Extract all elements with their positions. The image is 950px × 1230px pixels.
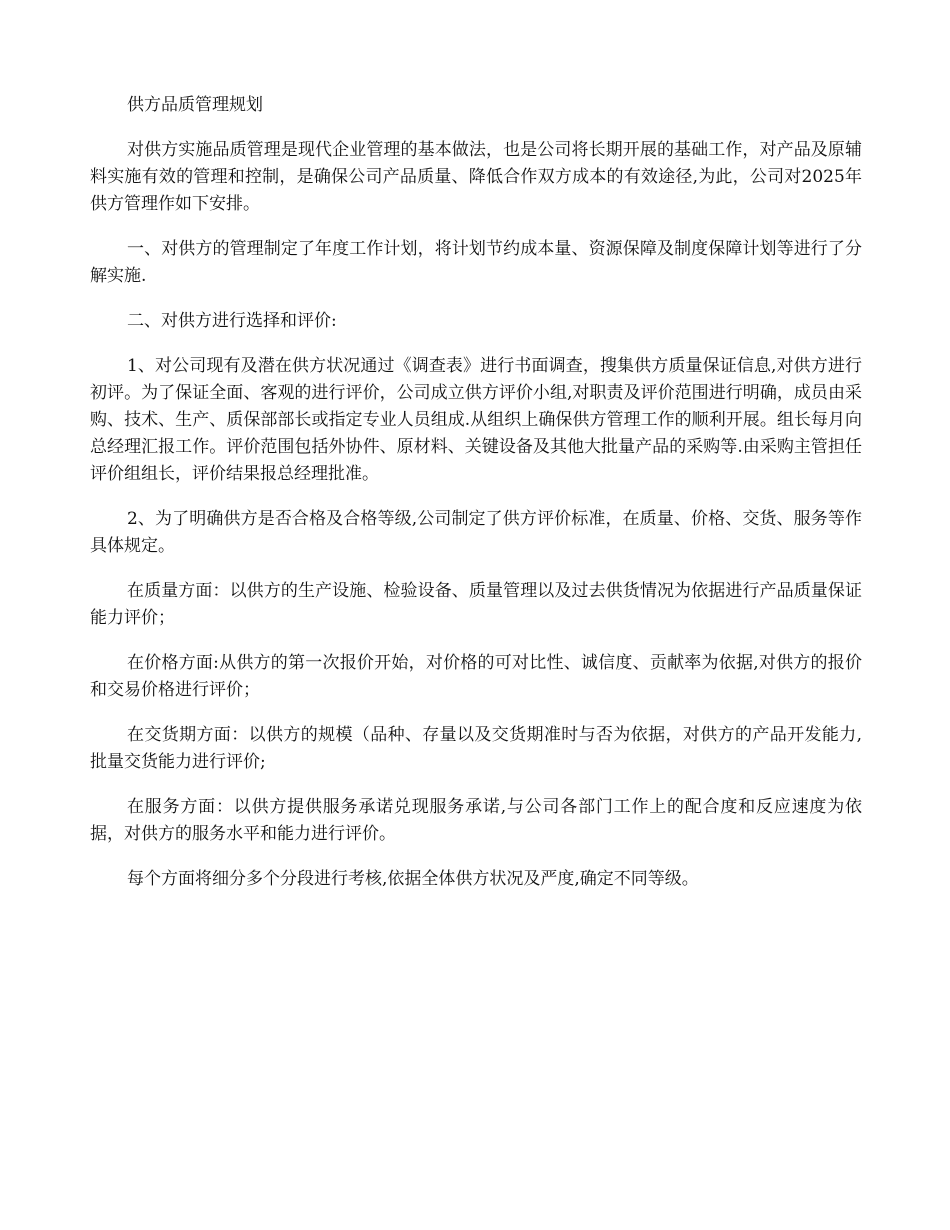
document-title: 供方品质管理规划 xyxy=(127,95,263,115)
paragraph-price: 在价格方面:从供方的第一次报价开始，对价格的可对比性、诚信度、贡献率为依据,对供方的报价和交易价格进行评价； xyxy=(90,653,862,700)
paragraph-delivery: 在交货期方面：以供方的规模（品种、存量以及交货期准时与否为依据，对供方的产品开发能力,批量交货能力进行评价; xyxy=(90,725,862,772)
paragraph-grading: 每个方面将细分多个分段进行考核,依据全体供方状况及严度,确定不同等级。 xyxy=(127,869,699,889)
paragraph-quality: 在质量方面：以供方的生产设施、检验设备、质量管理以及过去供货情况为依据进行产品质量保证能力评价； xyxy=(90,581,862,628)
document-page xyxy=(90,92,862,911)
paragraph-section-1: 一、对供方的管理制定了年度工作计划，将计划节约成本量、资源保障及制度保障计划等进行了分解实施. xyxy=(90,239,862,286)
paragraph-intro: 对供方实施品质管理是现代企业管理的基本做法，也是公司将长期开展的基础工作，对产品及原辅料实施有效的管理和控制，是确保公司产品质量、降低合作双方成本的有效途径,为此，公司对2025年供方管理作如下安排。 xyxy=(90,140,862,214)
paragraph-section-2: 二、对供方进行选择和评价: xyxy=(127,311,337,331)
paragraph-service: 在服务方面：以供方提供服务承诺兑现服务承诺,与公司各部门工作上的配合度和反应速度为依据，对供方的服务水平和能力进行评价。 xyxy=(90,797,862,844)
paragraph-item-1: 1、对公司现有及潜在供方状况通过《调查表》进行书面调查，搜集供方质量保证信息,对供方进行初评。为了保证全面、客观的进行评价，公司成立供方评价小组,对职责及评价范围进行明确，成员由采购、技术、生产、质保部部长或指定专业人员组成.从组织上确保供方管理工作的顺利开展。组长每月向总经理汇报工作。评价范围包括外协件、原材料、关键设备及其他大批量产品的采购等.由采购主管担任评价组组长，评价结果报总经理批准。 xyxy=(90,356,862,484)
paragraph-item-2: 2、为了明确供方是否合格及合格等级,公司制定了供方评价标准，在质量、价格、交货、服务等作具体规定。 xyxy=(90,509,862,556)
